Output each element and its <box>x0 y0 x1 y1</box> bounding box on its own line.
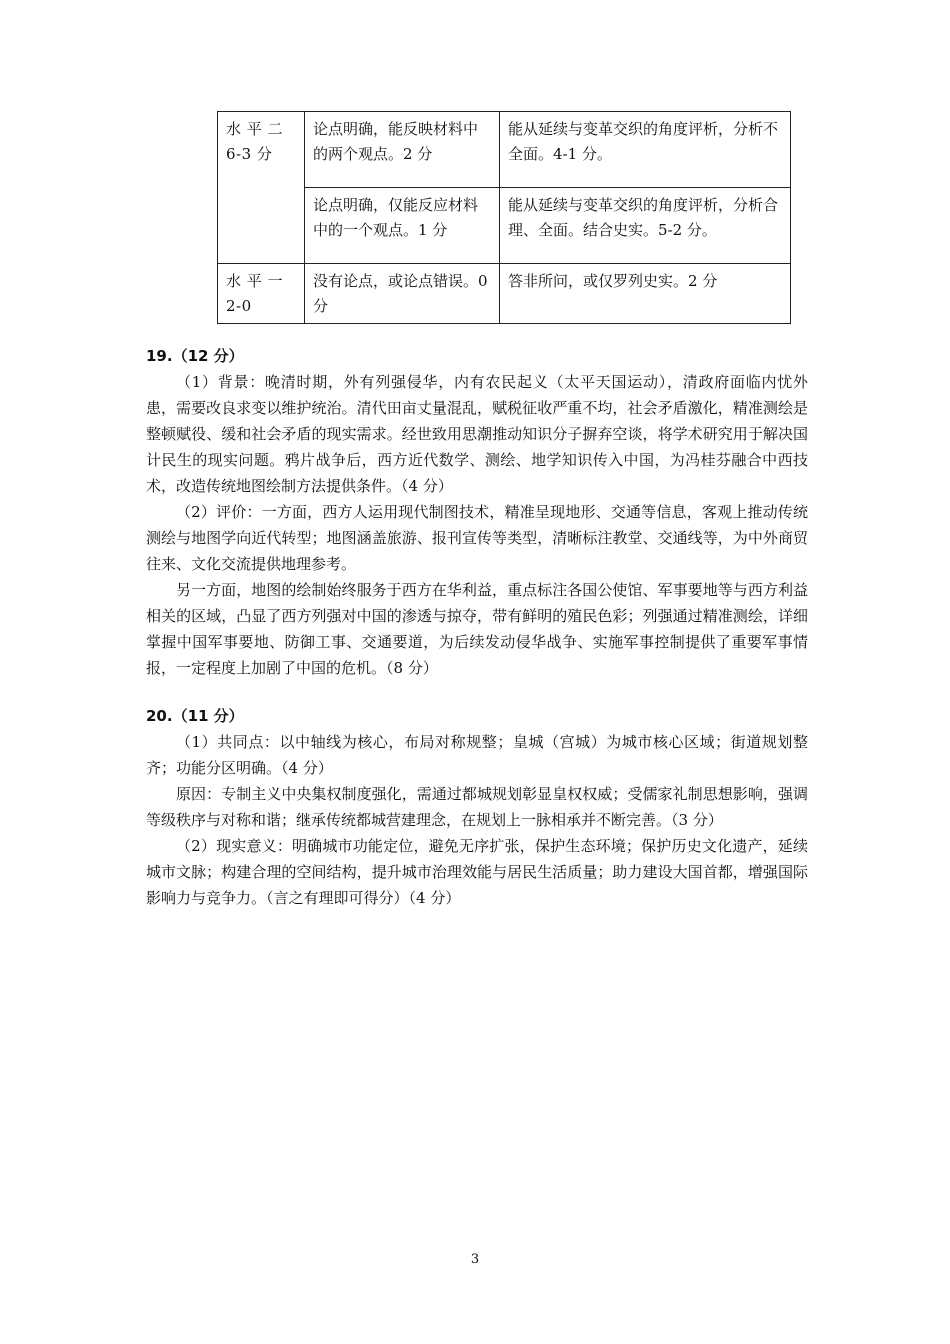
question-20-reasons: 原因：专制主义中央集权制度强化，需通过都城规划彰显皇权权威；受儒家礼制思想影响，强调等级秩序与对称和谐；继承传统都城营建理念，在规划上一脉相承并不断完善。（3 分） <box>146 785 808 829</box>
rubric-row <box>218 112 791 188</box>
rubric-row <box>218 264 791 324</box>
rubric-analysis: 能从延续与变革交织的角度评析，分析合理、全面。结合史实。5-2 分。 <box>500 188 791 264</box>
question-20-title: 20.（11 分） <box>146 707 244 725</box>
rubric-level-2: 水 平 二 6-3 分 <box>218 112 305 264</box>
question-20-similarities: （1）共同点：以中轴线为核心，布局对称规整；皇城（宫城）为城市核心区域；街道规划整齐；功能分区明确。（4 分） <box>146 733 808 777</box>
question-19-title: 19.（12 分） <box>146 347 244 365</box>
question-19 <box>146 343 808 681</box>
rubric-thesis: 没有论点，或论点错误。0 分 <box>305 264 500 324</box>
rubric-analysis: 答非所问，或仅罗列史实。2 分 <box>500 264 791 324</box>
page-number: 3 <box>470 1252 480 1267</box>
rubric-thesis: 论点明确，能反映材料中的两个观点。2 分 <box>305 112 500 188</box>
question-20 <box>146 703 808 911</box>
question-19-evaluation: （2）评价：一方面，西方人运用现代制图技术，精准呈现地形、交通等信息，客观上推动传统测绘与地图学向近代转型；地图涵盖旅游、报刊宣传等类型，清晰标注教堂、交通线等，为中外商贸往来、文化交流提供地理参考。 <box>146 503 808 573</box>
rubric-level-1: 水 平 一 2-0 <box>218 264 305 324</box>
scoring-rubric-table <box>217 111 791 324</box>
rubric-thesis: 论点明确，仅能反应材料中的一个观点。1 分 <box>305 188 500 264</box>
rubric-analysis: 能从延续与变革交织的角度评析，分析不全面。4-1 分。 <box>500 112 791 188</box>
question-20-significance: （2）现实意义：明确城市功能定位，避免无序扩张，保护生态环境；保护历史文化遗产，延续城市文脉；构建合理的空间结构，提升城市治理效能与居民生活质量；助力建设大国首都，增强国际影响力与竞争力。（言之有理即可得分）（4 分） <box>146 837 808 907</box>
question-19-background: （1）背景：晚清时期，外有列强侵华，内有农民起义（太平天国运动），清政府面临内忧外患，需要改良求变以维护统治。清代田亩丈量混乱，赋税征收严重不均，社会矛盾激化，精准测绘是整顿赋役、缓和社会矛盾的现实需求。经世致用思潮推动知识分子摒弃空谈，将学术研究用于解决国计民生的现实问题。鸦片战争后，西方近代数学、测绘、地学知识传入中国，为冯桂芬融合中西技术，改造传统地图绘制方法提供条件。（4 分） <box>146 373 808 495</box>
question-19-evaluation-other: 另一方面，地图的绘制始终服务于西方在华利益，重点标注各国公使馆、军事要地等与西方利益相关的区域，凸显了西方列强对中国的渗透与掠夺，带有鲜明的殖民色彩；列强通过精准测绘，详细掌握中国军事要地、防御工事、交通要道，为后续发动侵华战争、实施军事控制提供了重要军事情报，一定程度上加剧了中国的危机。（8 分） <box>146 581 808 677</box>
